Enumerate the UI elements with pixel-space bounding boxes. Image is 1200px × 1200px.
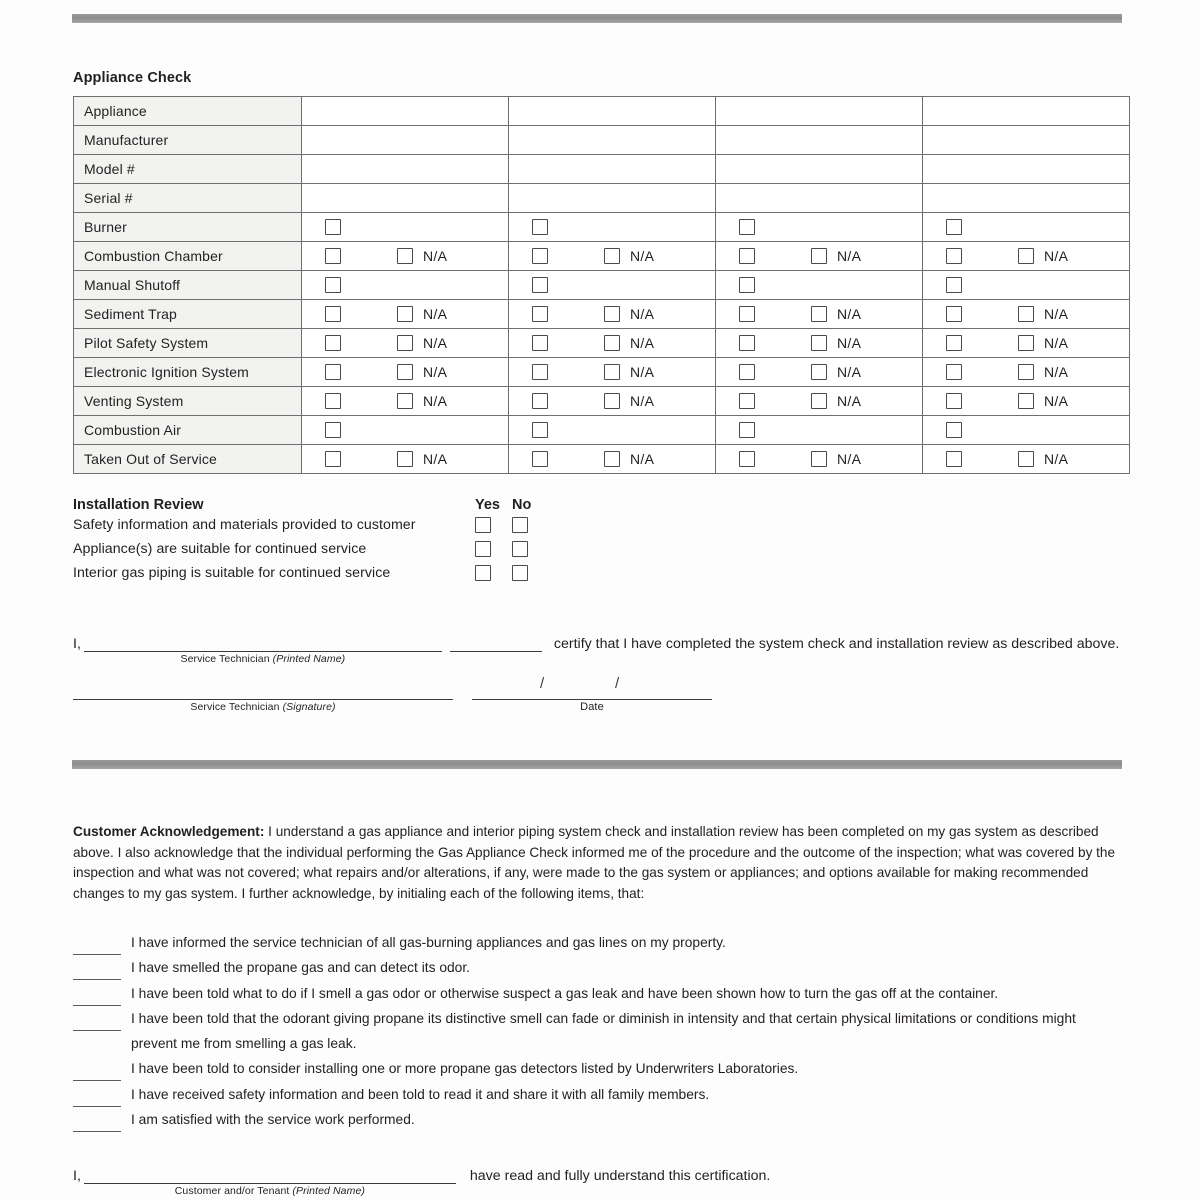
na-label: N/A xyxy=(423,393,448,409)
appliance-cell xyxy=(716,329,923,358)
appliance-row-label: Venting System xyxy=(74,387,302,416)
initial-item-text: I have smelled the propane gas and can detect its odor. xyxy=(131,960,471,976)
na-checkbox[interactable] xyxy=(1018,248,1034,264)
appliance-cell xyxy=(302,213,509,242)
checkbox[interactable] xyxy=(739,364,755,380)
installation-review-yes-cell xyxy=(475,517,512,533)
appliance-cell xyxy=(302,358,509,387)
na-label: N/A xyxy=(837,451,862,467)
no-checkbox[interactable] xyxy=(512,565,528,581)
checkbox[interactable] xyxy=(325,219,341,235)
initial-line-field[interactable] xyxy=(73,941,121,955)
appliance-cell xyxy=(509,242,716,271)
no-checkbox[interactable] xyxy=(512,541,528,557)
appliance-cell xyxy=(716,271,923,300)
installation-review-label: Appliance(s) are suitable for continued service xyxy=(73,541,367,557)
table-row xyxy=(74,358,1130,387)
appliance-row-label: Pilot Safety System xyxy=(74,329,302,358)
caption-bold-part: Service Technician xyxy=(180,653,273,665)
appliance-cell[interactable] xyxy=(923,184,1130,213)
appliance-cell xyxy=(716,416,923,445)
na-checkbox[interactable] xyxy=(604,364,620,380)
appliance-cell[interactable] xyxy=(716,184,923,213)
appliance-cell xyxy=(923,242,1130,271)
checkbox[interactable] xyxy=(325,364,341,380)
na-checkbox[interactable] xyxy=(604,248,620,264)
table-row xyxy=(74,416,1130,445)
list-item xyxy=(73,1056,1123,1081)
appliance-row-label: Manufacturer xyxy=(74,126,302,155)
technician-signature-field[interactable] xyxy=(73,684,453,713)
appliance-check-title: Appliance Check xyxy=(73,70,192,86)
initial-item-text: I am satisfied with the service work performed. xyxy=(131,1112,415,1128)
initial-items-list xyxy=(73,930,1123,1132)
checkbox[interactable] xyxy=(739,277,755,293)
na-checkbox[interactable] xyxy=(397,306,413,322)
technician-certify-text: certify that I have completed the system check and installation review as described above. xyxy=(553,636,1120,652)
table-row xyxy=(74,242,1130,271)
appliance-row-label: Combustion Chamber xyxy=(74,242,302,271)
appliance-cell xyxy=(302,242,509,271)
appliance-row-label: Taken Out of Service xyxy=(74,445,302,474)
appliance-cell xyxy=(302,300,509,329)
appliance-cell xyxy=(509,358,716,387)
installation-review-row xyxy=(73,537,553,561)
na-checkbox[interactable] xyxy=(604,393,620,409)
appliance-cell[interactable] xyxy=(302,155,509,184)
checkbox[interactable] xyxy=(946,422,962,438)
appliance-cell[interactable] xyxy=(509,155,716,184)
checkbox[interactable] xyxy=(532,364,548,380)
na-checkbox[interactable] xyxy=(397,393,413,409)
installation-review-yes-cell xyxy=(475,541,512,557)
appliance-row-label: Serial # xyxy=(74,184,302,213)
signature-caption-bold-part: Service Technician xyxy=(190,701,283,713)
na-checkbox[interactable] xyxy=(1018,335,1034,351)
appliance-cell xyxy=(923,445,1130,474)
date-slash-1: / xyxy=(540,675,545,692)
na-checkbox[interactable] xyxy=(604,451,620,467)
list-item xyxy=(73,1107,1123,1132)
installation-review-no-cell xyxy=(512,541,549,557)
na-checkbox[interactable] xyxy=(397,335,413,351)
appliance-cell[interactable] xyxy=(923,126,1130,155)
checkbox[interactable] xyxy=(325,335,341,351)
installation-review-header xyxy=(73,493,553,513)
checkbox[interactable] xyxy=(946,451,962,467)
appliance-cell[interactable] xyxy=(716,126,923,155)
appliance-cell xyxy=(923,329,1130,358)
appliance-row-label: Model # xyxy=(74,155,302,184)
initial-item-text: I have been told that the odorant giving propane its distinctive smell can fade or diminish in intensity and that certain physical limitations or conditions might prevent me from smelling a gas leak. xyxy=(131,1010,1076,1052)
na-checkbox[interactable] xyxy=(1018,393,1034,409)
installation-review-yes-cell xyxy=(475,565,512,581)
table-row xyxy=(74,97,1130,126)
yes-checkbox[interactable] xyxy=(475,565,491,581)
appliance-cell xyxy=(509,213,716,242)
date-caption: Date xyxy=(580,701,604,713)
appliance-cell xyxy=(509,387,716,416)
na-checkbox[interactable] xyxy=(811,451,827,467)
technician-certification-block xyxy=(73,636,1123,665)
checkbox[interactable] xyxy=(325,393,341,409)
table-row xyxy=(74,184,1130,213)
na-checkbox[interactable] xyxy=(811,248,827,264)
initial-line-field[interactable] xyxy=(73,1067,121,1081)
technician-signature-row xyxy=(73,675,1123,713)
appliance-cell xyxy=(716,387,923,416)
na-label: N/A xyxy=(630,451,655,467)
appliance-cell[interactable] xyxy=(509,184,716,213)
na-checkbox[interactable] xyxy=(811,306,827,322)
checkbox[interactable] xyxy=(739,248,755,264)
table-row xyxy=(74,445,1130,474)
na-label: N/A xyxy=(837,364,862,380)
na-label: N/A xyxy=(1044,306,1069,322)
technician-signature-caption xyxy=(73,701,453,713)
customer-printed-name-field[interactable] xyxy=(84,1168,456,1197)
appliance-cell[interactable] xyxy=(716,155,923,184)
appliance-row-label: Electronic Ignition System xyxy=(74,358,302,387)
checkbox[interactable] xyxy=(946,277,962,293)
initial-line-field[interactable] xyxy=(73,966,121,980)
list-item xyxy=(73,955,1123,980)
appliance-cell xyxy=(923,300,1130,329)
checkbox[interactable] xyxy=(946,364,962,380)
appliance-cell xyxy=(923,358,1130,387)
appliance-cell xyxy=(509,300,716,329)
installation-review-section xyxy=(73,493,553,585)
appliance-cell xyxy=(509,271,716,300)
checkbox[interactable] xyxy=(532,248,548,264)
list-item xyxy=(73,1006,1123,1057)
na-checkbox[interactable] xyxy=(811,393,827,409)
checkbox[interactable] xyxy=(739,393,755,409)
na-label: N/A xyxy=(630,306,655,322)
initial-item-text: I have received safety information and been told to read it and share it with all family members. xyxy=(131,1086,710,1102)
checkbox[interactable] xyxy=(739,422,755,438)
customer-i-label: I, xyxy=(73,1168,81,1184)
na-label: N/A xyxy=(423,364,448,380)
appliance-row-label: Manual Shutoff xyxy=(74,271,302,300)
na-label: N/A xyxy=(630,248,655,264)
checkbox[interactable] xyxy=(532,422,548,438)
checkbox[interactable] xyxy=(739,335,755,351)
checkbox[interactable] xyxy=(946,219,962,235)
checkbox[interactable] xyxy=(739,219,755,235)
appliance-cell xyxy=(923,213,1130,242)
no-checkbox[interactable] xyxy=(512,517,528,533)
appliance-cell xyxy=(302,387,509,416)
na-label: N/A xyxy=(423,306,448,322)
initial-item-text: I have been told to consider installing one or more propane gas detectors listed by Underwriters Laboratories. xyxy=(131,1061,799,1077)
initial-line-field[interactable] xyxy=(73,992,121,1006)
checkbox[interactable] xyxy=(532,335,548,351)
na-label: N/A xyxy=(837,393,862,409)
list-item xyxy=(73,1082,1123,1107)
yes-checkbox[interactable] xyxy=(475,541,491,557)
checkbox[interactable] xyxy=(739,306,755,322)
middle-divider-rule xyxy=(72,760,1122,769)
yes-checkbox[interactable] xyxy=(475,517,491,533)
checkbox[interactable] xyxy=(946,306,962,322)
technician-i-label: I, xyxy=(73,636,81,652)
na-checkbox[interactable] xyxy=(604,335,620,351)
na-label: N/A xyxy=(837,306,862,322)
date-field[interactable] xyxy=(472,675,712,713)
checkbox[interactable] xyxy=(946,248,962,264)
na-label: N/A xyxy=(1044,393,1069,409)
appliance-cell[interactable] xyxy=(923,155,1130,184)
customer-acknowledgement-paragraph xyxy=(73,822,1119,904)
appliance-cell xyxy=(716,358,923,387)
table-row xyxy=(74,271,1130,300)
table-row xyxy=(74,155,1130,184)
initial-item-text: I have been told what to do if I smell a gas odor or otherwise suspect a gas leak and have been shown how to turn the gas off at the container. xyxy=(131,985,999,1001)
appliance-row-label: Sediment Trap xyxy=(74,300,302,329)
na-checkbox[interactable] xyxy=(811,364,827,380)
initial-item-text: I have informed the service technician of all gas-burning appliances and gas lines on my property. xyxy=(131,935,726,950)
technician-printed-name-caption xyxy=(84,653,442,665)
technician-extra-blank-field[interactable] xyxy=(450,636,542,652)
na-checkbox[interactable] xyxy=(1018,451,1034,467)
yes-column-header: Yes xyxy=(475,497,500,513)
installation-review-no-cell xyxy=(512,517,549,533)
checkbox[interactable] xyxy=(325,277,341,293)
na-label: N/A xyxy=(630,393,655,409)
customer-acknowledgement-body: I understand a gas appliance and interior piping system check and installation review has been completed on my gas system as described above. I also acknowledge that the individual performing the Gas Appliance Check informed me of the procedure and the outcome of the inspection; what was covered by the inspection and what was not covered; what repairs and/or alterations, if any, were made to the gas system or appliances; and options available for making recommended changes to my gas system. I further acknowledge, by initialing each of the following items, that: xyxy=(73,824,1116,901)
signature-caption-italic-part: (Signature) xyxy=(282,701,336,713)
appliance-cell xyxy=(509,329,716,358)
appliance-cell xyxy=(509,416,716,445)
appliance-cell xyxy=(716,445,923,474)
appliance-cell xyxy=(302,329,509,358)
checkbox[interactable] xyxy=(532,306,548,322)
na-label: N/A xyxy=(1044,248,1069,264)
checkbox[interactable] xyxy=(532,451,548,467)
installation-review-row xyxy=(73,561,553,585)
na-label: N/A xyxy=(1044,364,1069,380)
appliance-cell xyxy=(716,242,923,271)
na-label: N/A xyxy=(423,248,448,264)
checkbox[interactable] xyxy=(532,219,548,235)
na-label: N/A xyxy=(423,451,448,467)
na-label: N/A xyxy=(1044,451,1069,467)
initial-line-field[interactable] xyxy=(73,1093,121,1107)
installation-review-row xyxy=(73,513,553,537)
table-row xyxy=(74,329,1130,358)
initial-line-field[interactable] xyxy=(73,1017,121,1031)
table-row xyxy=(74,126,1130,155)
customer-caption-italic-part: (Printed Name) xyxy=(292,1185,366,1197)
appliance-cell[interactable] xyxy=(716,97,923,126)
na-label: N/A xyxy=(630,335,655,351)
appliance-cell xyxy=(923,387,1130,416)
initial-line-field[interactable] xyxy=(73,1118,121,1132)
customer-certification-statement: have read and fully understand this certification. xyxy=(469,1168,771,1184)
checkbox[interactable] xyxy=(325,451,341,467)
appliance-row-label: Appliance xyxy=(74,97,302,126)
na-checkbox[interactable] xyxy=(1018,306,1034,322)
appliance-cell xyxy=(923,416,1130,445)
na-label: N/A xyxy=(630,364,655,380)
na-label: N/A xyxy=(423,335,448,351)
table-row xyxy=(74,300,1130,329)
appliance-cell[interactable] xyxy=(509,126,716,155)
appliance-cell[interactable] xyxy=(302,126,509,155)
appliance-row-label: Burner xyxy=(74,213,302,242)
customer-certification-block xyxy=(73,1168,1123,1197)
technician-printed-name-field[interactable] xyxy=(84,636,442,665)
appliance-row-label: Combustion Air xyxy=(74,416,302,445)
appliance-cell xyxy=(716,300,923,329)
na-checkbox[interactable] xyxy=(1018,364,1034,380)
customer-printed-name-caption xyxy=(84,1185,456,1197)
checkbox[interactable] xyxy=(325,306,341,322)
installation-review-label: Interior gas piping is suitable for continued service xyxy=(73,565,391,581)
appliance-cell[interactable] xyxy=(923,97,1130,126)
checkbox[interactable] xyxy=(532,393,548,409)
na-checkbox[interactable] xyxy=(397,364,413,380)
installation-review-label: Safety information and materials provided to customer xyxy=(73,517,416,533)
appliance-cell[interactable] xyxy=(509,97,716,126)
checkbox[interactable] xyxy=(946,393,962,409)
na-label: N/A xyxy=(837,335,862,351)
appliance-cell xyxy=(302,416,509,445)
customer-caption-bold-part: Customer and/or Tenant xyxy=(174,1185,293,1197)
caption-italic-part: (Printed Name) xyxy=(272,653,346,665)
list-item xyxy=(73,981,1123,1006)
na-checkbox[interactable] xyxy=(397,451,413,467)
appliance-cell xyxy=(716,213,923,242)
installation-review-no-cell xyxy=(512,565,549,581)
appliance-cell xyxy=(509,445,716,474)
na-checkbox[interactable] xyxy=(811,335,827,351)
na-checkbox[interactable] xyxy=(397,248,413,264)
checkbox[interactable] xyxy=(325,422,341,438)
top-divider-rule xyxy=(72,14,1122,23)
checkbox[interactable] xyxy=(532,277,548,293)
na-label: N/A xyxy=(837,248,862,264)
appliance-cell xyxy=(302,445,509,474)
customer-acknowledgement-heading: Customer Acknowledgement: xyxy=(73,824,265,839)
table-row xyxy=(74,387,1130,416)
na-checkbox[interactable] xyxy=(604,306,620,322)
installation-review-title: Installation Review xyxy=(73,497,204,513)
appliance-cell[interactable] xyxy=(302,184,509,213)
checkbox[interactable] xyxy=(946,335,962,351)
appliance-check-table xyxy=(73,96,1130,474)
list-item xyxy=(73,930,1123,955)
no-column-header: No xyxy=(512,497,532,513)
na-label: N/A xyxy=(1044,335,1069,351)
appliance-cell xyxy=(923,271,1130,300)
checkbox[interactable] xyxy=(325,248,341,264)
appliance-cell xyxy=(302,271,509,300)
table-row xyxy=(74,213,1130,242)
appliance-cell[interactable] xyxy=(302,97,509,126)
date-slash-2: / xyxy=(615,675,620,692)
checkbox[interactable] xyxy=(739,451,755,467)
